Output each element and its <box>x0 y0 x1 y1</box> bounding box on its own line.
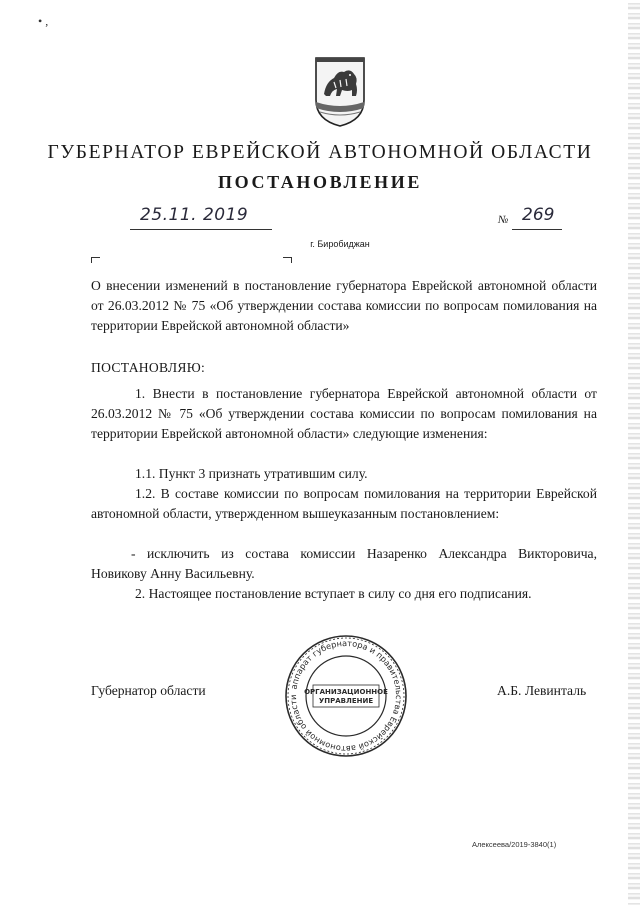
signer-name: А.Б. Левинталь <box>497 683 587 698</box>
scan-edge-artifact <box>628 0 640 905</box>
document-number: 269 <box>522 205 555 225</box>
paragraph-1-2: 1.2. В составе комиссии по вопросам помилования на территории Еврейской автономной области, утвержденном вышеуказанным постановлением: <box>91 486 597 521</box>
document-subject: О внесении изменений в постановление губернатора Еврейской автономной области от 26.03.2012 № 75 «Об утверждении состава комиссии по вопросам помилования на территории Еврейской автономной области» <box>91 278 597 333</box>
coat-of-arms-emblem <box>312 54 368 128</box>
paragraph-exclusion: - исключить из состава комиссии Назаренко Александра Викторовича, Новикову Анну Васильевну. <box>91 546 597 581</box>
seal-center-line-1: ОРГАНИЗАЦИОННОЕ <box>304 688 388 696</box>
footer-registration-code: Алексеева/2019-3840(1) <box>472 840 557 849</box>
document-date: 25.11. 2019 <box>140 205 249 225</box>
paragraph-1-1: 1.1. Пункт 3 признать утратившим силу. <box>135 466 368 481</box>
paragraph-1: 1. Внести в постановление губернатора Еврейской автономной области от 26.03.2012 № 75 «Об утверждении состава комиссии по вопросам помилования на территории Еврейской автономной области» следующие изменения: <box>91 386 597 441</box>
seal-ring-text: аппарат губернатора и правительства Еврейской автономной области <box>287 637 405 755</box>
number-label: № <box>498 214 509 226</box>
paragraph-2: 2. Настоящее постановление вступает в силу со дня его подписания. <box>135 586 532 601</box>
seal-center-line-2: УПРАВЛЕНИЕ <box>318 697 374 705</box>
scan-mark: • , <box>38 14 49 28</box>
subject-corner-left <box>91 257 100 263</box>
decree-word: ПОСТАНОВЛЯЮ: <box>91 360 206 375</box>
signer-title: Губернатор области <box>91 683 206 698</box>
subject-corner-right <box>283 257 292 263</box>
issuing-authority: ГУБЕРНАТОР ЕВРЕЙСКОЙ АВТОНОМНОЙ ОБЛАСТИ <box>47 142 593 163</box>
document-type-heading: ПОСТАНОВЛЕНИЕ <box>218 172 422 192</box>
issue-city: г. Биробиджан <box>310 239 370 249</box>
official-seal <box>283 633 409 759</box>
